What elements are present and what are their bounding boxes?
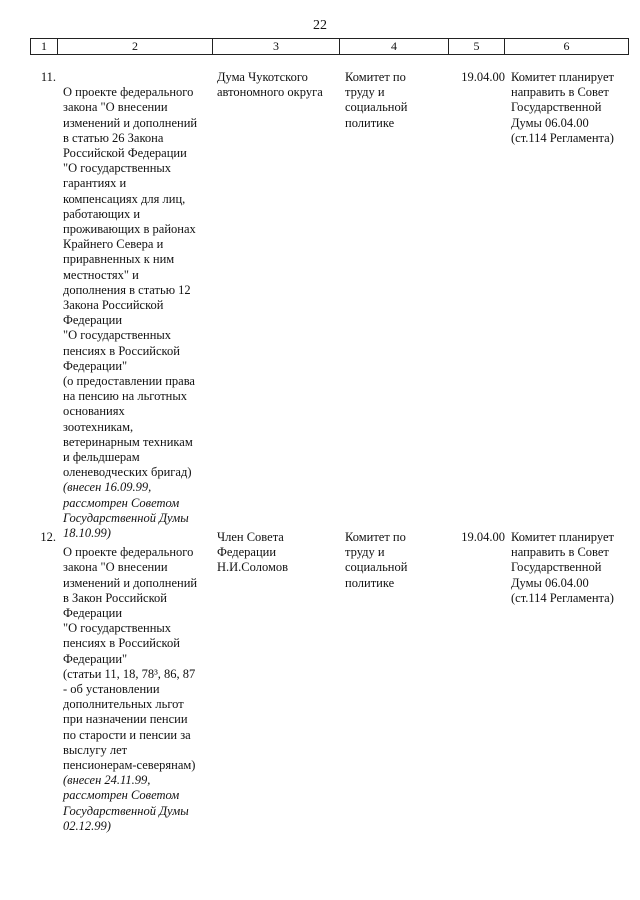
entry-title-text: О проекте федерального закона "О внесении изменений и дополнений в статью 26 Закона Российской Федерации "О государственных гарантиях и компенсациях для лиц, работающих и проживающих в районах Крайнего Севера и приравненных к ним местностях" и дополнения в статью 12 Закона Российской Федерации "О государственных пенсиях в Российской Федерации" (о предоставлении права на пенсию на льготных основаниях зоотехникам, ветеринарным техникам и фельдшерам оленеводческих бригад) (63, 85, 198, 480)
column-header-5: 5 (449, 39, 505, 55)
entry-committee: Комитет по труду и социальной политике (345, 530, 408, 590)
entry-title (63, 530, 213, 849)
entry-author: Член Совета Федерации Н.И.Соломов (217, 530, 289, 575)
column-header-6: 6 (505, 39, 629, 55)
entry-title-note: (внесен 24.11.99, рассмотрен Советом Государственной Думы 02.12.99) (63, 773, 189, 833)
entry-number: 12. (40, 530, 56, 544)
column-header-4: 4 (340, 39, 449, 55)
column-header-2: 2 (58, 39, 213, 55)
entry-date: 19.04.00 (461, 530, 505, 544)
entry-number: 11. (40, 70, 56, 84)
entry-note: Комитет планирует направить в Совет Государственной Думы 06.04.00 (ст.114 Регламента) (511, 70, 614, 145)
entry-title-note: (внесен 16.09.99, рассмотрен Советом Государственной Думы 18.10.99) (63, 480, 189, 541)
entry-note: Комитет планирует направить в Совет Государственной Думы 06.04.00 (ст.114 Регламента) (511, 530, 614, 605)
entry-date: 19.04.00 (461, 70, 505, 84)
entry-author: Дума Чукотского автономного округа (217, 70, 323, 100)
column-header-1: 1 (31, 39, 58, 55)
page-number: 22 (313, 18, 327, 33)
column-header-3: 3 (213, 39, 340, 55)
entry-committee: Комитет по труду и социальной политике (345, 70, 408, 130)
entry-title-text: О проекте федерального закона "О внесении изменений и дополнений в Закон Российской Федерации "О государственных пенсиях в Российской Федерации" (статьи 11, 18, 78³, 86, 87 - об установлении дополнительных льгот при назначении пенсии по старости и пенсии за выслугу лет пенсионерам-северянам) (63, 545, 198, 773)
entry-title (63, 70, 213, 557)
